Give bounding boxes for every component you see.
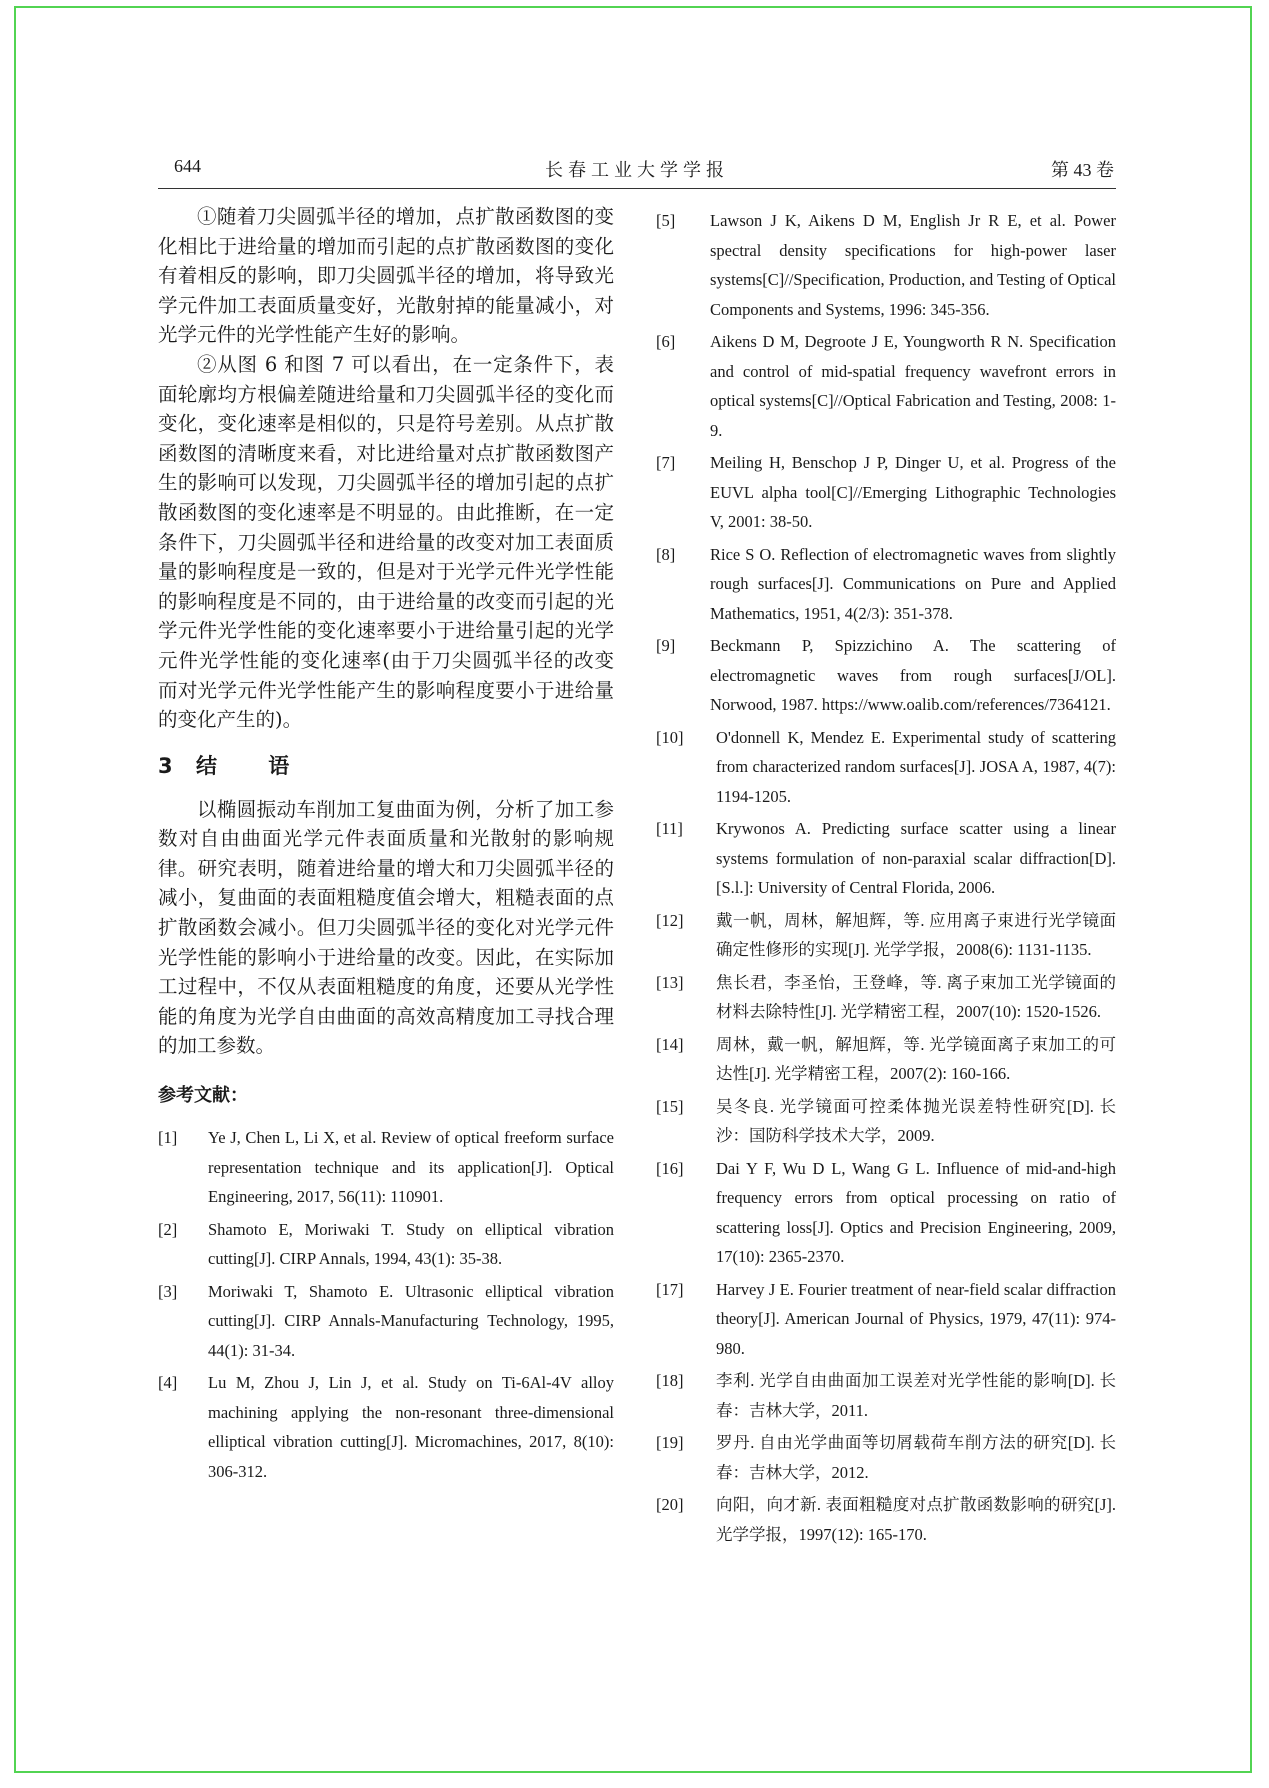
reference-item: [7] Meiling H, Benschop J P, Dinger U, et al. Progress of the EUVL alpha tool[C]//Emerging Lithographic Technologies V, 2001: 38-50. — [656, 453, 1116, 531]
body-paragraph-1: ①随着刀尖圆弧半径的增加，点扩散函数图的变化相比于进给量的增加而引起的点扩散函数图的变化有着相反的影响，即刀尖圆弧半径的增加，将导致光学元件加工表面质量变好，光散射掉的能量减小，对光学元件的光学性能产生好的影响。 — [158, 205, 614, 347]
reference-item: [6] Aikens D M, Degroote J E, Youngworth R N. Specification and control of mid-spatial frequency wavefront errors in optical systems[C]//Optical Fabrication and Testing, 2008: 1-9. — [656, 332, 1116, 440]
right-column — [656, 206, 1116, 1552]
reference-item: [14] 周林，戴一帆，解旭辉，等. 光学镜面离子束加工的可达性[J]. 光学精密工程，2007(2): 160-166. — [656, 1034, 1116, 1083]
reference-item: [3] Moriwaki T, Shamoto E. Ultrasonic elliptical vibration cutting[J]. CIRP Annals-Manufacturing Technology, 1995, 44(1): 31-34. — [158, 1281, 614, 1360]
reference-item: [15] 吴冬良. 光学镜面可控柔体抛光误差特性研究[D]. 长沙：国防科学技术大学，2009. — [656, 1096, 1116, 1145]
left-column — [158, 202, 614, 1489]
reference-item: [13] 焦长君，李圣怡，王登峰，等. 离子束加工光学镜面的材料去除特性[J]. 光学精密工程，2007(10): 1520-1526. — [656, 972, 1116, 1021]
page-number: 644 — [174, 156, 201, 176]
references-heading: 参考文献： — [158, 1085, 248, 1107]
reference-item: [18] 李利. 光学自由曲面加工误差对光学性能的影响[D]. 长春：吉林大学，2011. — [656, 1371, 1116, 1420]
reference-item: [11] Krywonos A. Predicting surface scatter using a linear systems formulation of non-paraxial scalar diffraction[D]. [S.l.]: University of Central Florida, 2006. — [656, 819, 1116, 897]
reference-item: [4] Lu M, Zhou J, Lin J, et al. Study on Ti-6Al-4V alloy machining applying the non-resonant three-dimensional elliptical vibration cutting[J]. Micromachines, 2017, 8(10): 306-312. — [158, 1373, 614, 1481]
reference-item: [8] Rice S O. Reflection of electromagnetic waves from slightly rough surfaces[J]. Communications on Pure and Applied Mathematics, 1951, 4(2/3): 351-378. — [656, 544, 1116, 623]
reference-item: [9] Beckmann P, Spizzichino A. The scattering of electromagnetic waves from rough surfaces[J/OL]. Norwood, 1987. https://www.oalib.com/references/7364121. — [656, 636, 1116, 714]
body-paragraph-3: 以椭圆振动车削加工复曲面为例，分析了加工参数对自由曲面光学元件表面质量和光散射的影响规律。研究表明，随着进给量的增大和刀尖圆弧半径的减小，复曲面的表面粗糙度值会增大，粗糙表面的点扩散函数会减小。但刀尖圆弧半径的变化对光学元件光学性能的影响小于进给量的改变。因此，在实际加工过程中，不仅从表面粗糙度的角度，还要从光学性能的角度为光学自由曲面的高效高精度加工寻找合理的加工参数。 — [158, 797, 614, 1058]
running-header — [158, 152, 1116, 189]
reference-item: [17] Harvey J E. Fourier treatment of near-field scalar diffraction theory[J]. American Journal of Physics, 1979, 47(11): 974-980. — [656, 1279, 1116, 1358]
body-paragraph-2: ②从图 6 和图 7 可以看出，在一定条件下，表面轮廓均方根偏差随进给量和刀尖圆弧半径的变化而变化，变化速率是相似的，只是符号差别。从点扩散函数图的清晰度来看，对比进给量对点扩散函数图产生的影响可以发现，刀尖圆弧半径的增加引起的点扩散函数图的变化速率是不明显的。由此推断，在一定条件下，刀尖圆弧半径和进给量的改变对加工表面质量的影响程度是一致的，但是对于光学元件光学性能的影响程度是不同的，由于进给量的改变而引起的光学元件光学性能的变化速率要小于进给量引起的光学元件光学性能的变化速率(由于刀尖圆弧半径的改变而对光学元件光学性能产生的影响程度要小于进给量的变化产生的)。 — [158, 352, 614, 732]
reference-item: [19] 罗丹. 自由光学曲面等切屑载荷车削方法的研究[D]. 长春：吉林大学，2012. — [656, 1433, 1116, 1482]
reference-item: [20] 向阳，向才新. 表面粗糙度对点扩散函数影响的研究[J]. 光学学报，1997(12): 165-170. — [656, 1495, 1116, 1544]
section-title: 结 语 — [196, 753, 312, 778]
reference-item: [5] Lawson J K, Aikens D M, English Jr R E, et al. Power spectral density specifications for high-power laser systems[C]//Specification, Production, and Testing of Optical Components and Systems, 1996: 345-356. — [656, 211, 1116, 319]
journal-title: 长春工业大学学报 — [545, 160, 729, 180]
reference-item: [2] Shamoto E, Moriwaki T. Study on elliptical vibration cutting[J]. CIRP Annals, 1994, 43(1): 35-38. — [158, 1219, 614, 1269]
section-number: 3 — [158, 753, 173, 778]
reference-item: [10] O'donnell K, Mendez E. Experimental study of scattering from characterized random surfaces[J]. JOSA A, 1987, 4(7): 1194-1205. — [656, 727, 1116, 806]
reference-item: [1] Ye J, Chen L, Li X, et al. Review of optical freeform surface representation technique and its application[J]. Optical Engineering, 2017, 56(11): 110901. — [158, 1128, 614, 1207]
reference-item: [16] Dai Y F, Wu D L, Wang G L. Influence of mid-and-high frequency errors from optical processing on ratio of scattering loss[J]. Optics and Precision Engineering, 2009, 17(10): 2365-2370. — [656, 1158, 1116, 1266]
volume-label: 第 43 卷 — [1051, 160, 1114, 180]
section-heading — [158, 751, 614, 781]
reference-item: [12] 戴一帆，周林，解旭辉，等. 应用离子束进行光学镜面确定性修形的实现[J]. 光学学报，2008(6): 1131-1135. — [656, 910, 1116, 959]
